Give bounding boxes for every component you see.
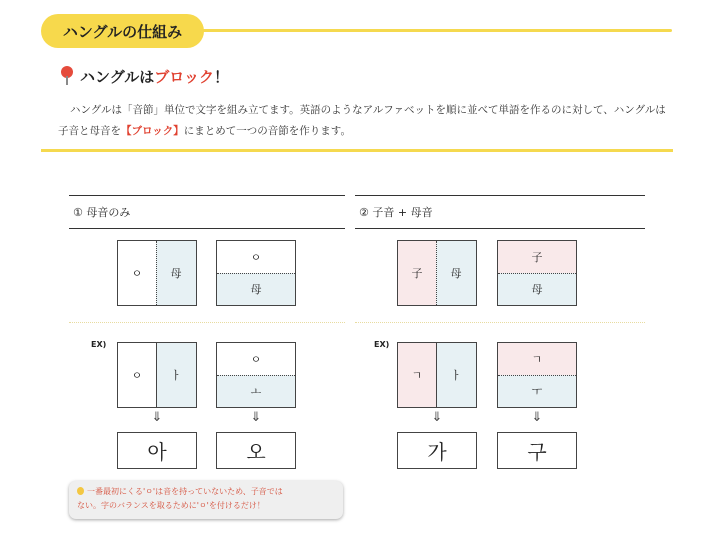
cell-divider xyxy=(436,241,437,305)
result-syllable: 오 xyxy=(216,432,296,469)
section-title-text: ② 子音 + 母音 xyxy=(359,206,433,219)
section-title-text: ① 母音のみ xyxy=(73,206,131,219)
section-divider xyxy=(41,149,673,152)
pin-icon xyxy=(60,66,74,86)
subtitle-highlight: ブロック xyxy=(154,67,214,86)
section-title-consonant-vowel xyxy=(355,195,645,229)
cell-divider xyxy=(436,343,437,407)
pattern-right-cell: 母 xyxy=(436,241,476,305)
cell-divider xyxy=(498,273,576,274)
example-right-cell: ㅏ xyxy=(156,343,196,407)
example-stack-box xyxy=(216,342,296,408)
cell-divider xyxy=(156,343,157,407)
example-left-cell: ㄱ xyxy=(398,343,436,407)
cell-divider xyxy=(156,241,157,305)
subtitle-prefix: ハングルは xyxy=(80,67,155,86)
example-stack-box xyxy=(497,342,577,408)
intro-highlight: 【ブロック】 xyxy=(121,125,184,137)
result-syllable: 구 xyxy=(497,432,577,469)
example-side-box xyxy=(397,342,477,408)
tip-line-1: 一番最初にくる'ㅇ'は音を持っていないため、子音では xyxy=(87,487,283,496)
pattern-left-cell: 子 xyxy=(398,241,436,305)
result-syllable: 아 xyxy=(117,432,197,469)
example-left-cell: ㅇ xyxy=(131,369,143,382)
tip-line-2: ない。字のバランスを取るために'ㅇ'を付けるだけ！ xyxy=(77,501,265,510)
down-arrow-icon: ⇓ xyxy=(431,410,443,425)
down-arrow-icon: ⇓ xyxy=(151,410,163,425)
result-syllable: 가 xyxy=(397,432,477,469)
section-title-vowel-only xyxy=(69,195,345,229)
cell-divider xyxy=(217,273,295,274)
subtitle-suffix: ！ xyxy=(213,67,229,86)
pattern-top-cell: 子 xyxy=(498,241,576,273)
example-bottom-cell: ㅗ xyxy=(217,375,295,407)
example-bottom-cell: ㅜ xyxy=(498,375,576,407)
intro-part1: ハングルは「音節」単位で文字を組み立てます。英語のようなアルファベットを順に並べて単語を作るのに対して、ハングルは子音と母音を xyxy=(58,104,666,137)
cell-divider xyxy=(498,375,576,376)
example-side-box xyxy=(117,342,197,408)
pattern-top-cell: ㅇ xyxy=(250,251,262,264)
pattern-stack-box xyxy=(216,240,296,306)
example-top-cell: ㄱ xyxy=(498,343,576,375)
pattern-bottom-cell: 母 xyxy=(498,273,576,305)
intro-part2: にまとめて一つの音節を作ります。 xyxy=(183,125,351,137)
down-arrow-icon: ⇓ xyxy=(250,410,262,425)
example-top-cell: ㅇ xyxy=(250,353,262,366)
pattern-side-box xyxy=(397,240,477,306)
dotted-separator xyxy=(69,322,345,323)
example-right-cell: ㅏ xyxy=(436,343,476,407)
lightbulb-icon xyxy=(77,487,84,495)
tip-note xyxy=(69,481,343,519)
ex-label: EX) xyxy=(374,340,390,349)
pattern-left-cell: ㅇ xyxy=(131,267,143,280)
ex-label: EX) xyxy=(91,340,107,349)
page-title-text: ハングルの仕組み xyxy=(62,22,183,41)
page-title xyxy=(41,14,204,48)
subtitle xyxy=(60,64,229,88)
pattern-bottom-cell: 母 xyxy=(217,273,295,305)
pattern-side-box xyxy=(117,240,197,306)
pattern-right-cell: 母 xyxy=(156,241,196,305)
pattern-stack-box xyxy=(497,240,577,306)
intro-paragraph xyxy=(58,100,668,142)
cell-divider xyxy=(217,375,295,376)
dotted-separator xyxy=(355,322,645,323)
down-arrow-icon: ⇓ xyxy=(531,410,543,425)
